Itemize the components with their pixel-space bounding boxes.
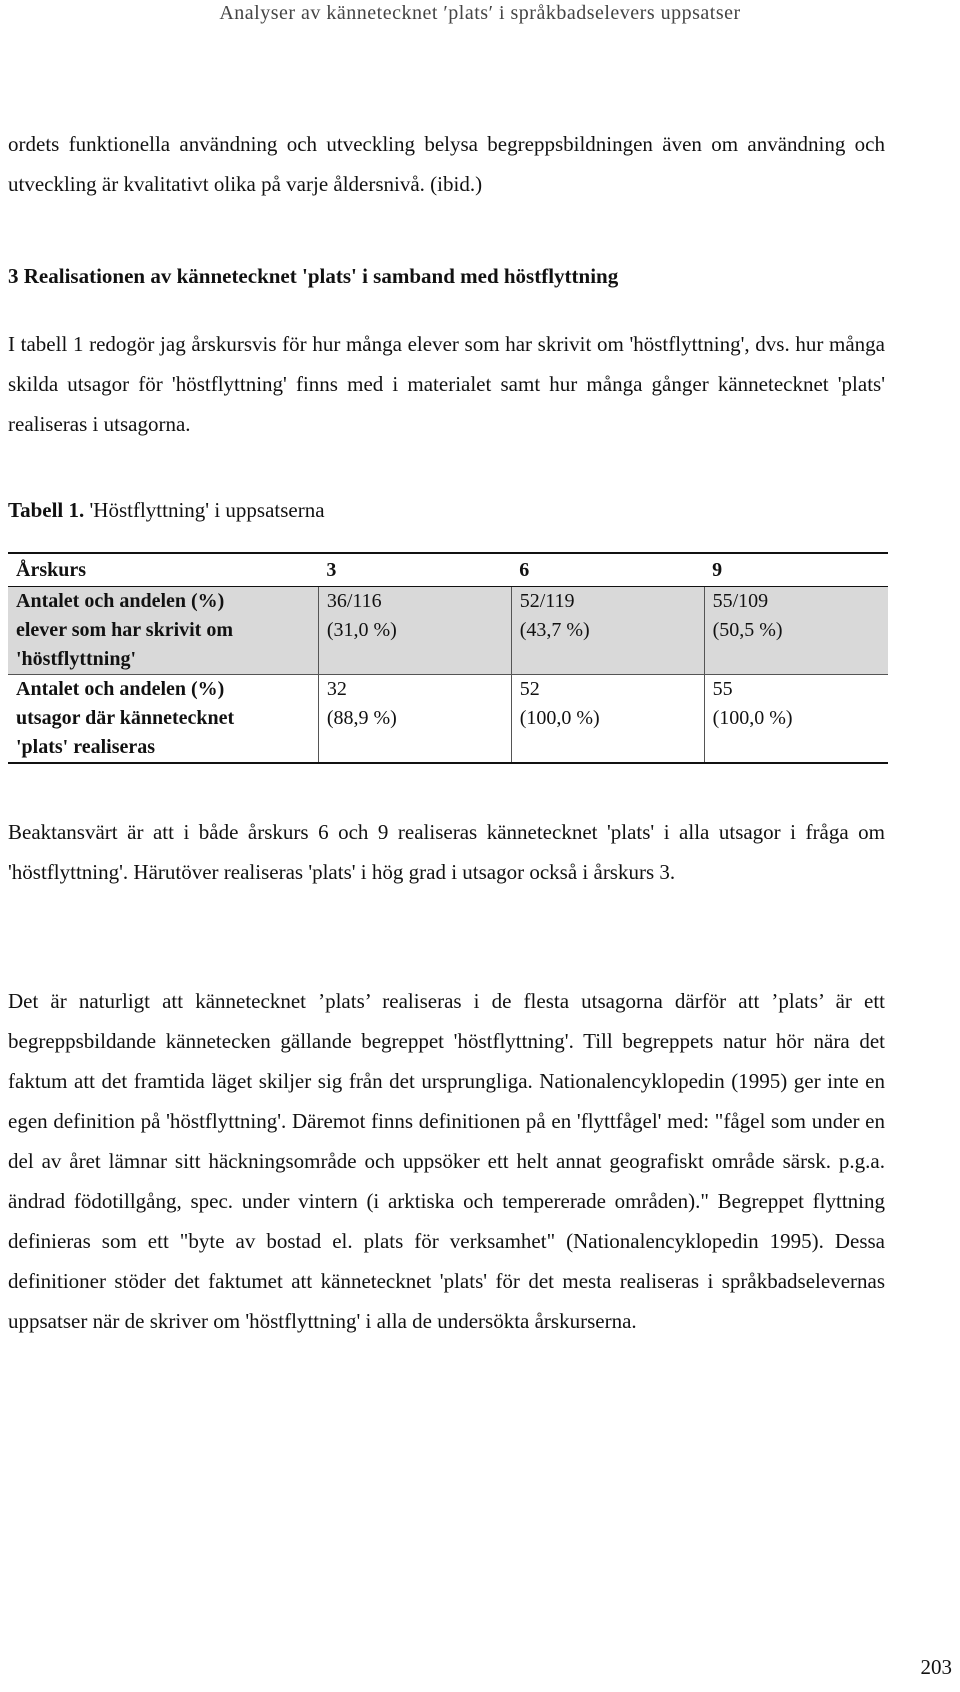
running-head: Analyser av kännetecknet ′plats′ i språkbadselevers uppsatser — [219, 2, 741, 24]
table-cell — [318, 675, 511, 764]
cell-percent: (43,7 %) — [519, 619, 590, 641]
data-table — [8, 552, 888, 764]
table-cell — [511, 587, 704, 675]
cell-percent: (31,0 %) — [326, 619, 397, 641]
table-row — [8, 587, 888, 675]
table-cell — [318, 587, 511, 675]
row-label-line: 'plats' realiseras — [16, 736, 156, 758]
header-cell-grade: Årskurs — [8, 553, 318, 587]
table-cell — [704, 675, 888, 764]
cell-percent: (100,0 %) — [519, 707, 600, 729]
cell-percent: (50,5 %) — [712, 619, 783, 641]
cell-count: 52/119 — [519, 590, 575, 612]
cell-count: 32 — [326, 678, 347, 700]
row-label — [8, 675, 318, 764]
table-cell — [511, 675, 704, 764]
cell-count: 36/116 — [326, 590, 382, 612]
table-row — [8, 675, 888, 764]
table-caption — [8, 490, 325, 530]
cell-count: 55 — [712, 678, 733, 700]
paragraph-noteworthy: Beaktansvärt är att i både årskurs 6 och 9 realiseras kännetecknet 'plats' i alla utsagor i fråga om 'höstflyttning'. Härutöver realiseras 'plats' i hög grad i utsagor också i årskurs 3. — [8, 820, 885, 884]
row-label-line: Antalet och andelen (%) — [16, 678, 225, 700]
row-label-line: Antalet och andelen (%) — [16, 590, 225, 612]
paragraph-natural: Det är naturligt att kännetecknet ’plats’ realiseras i de flesta utsagorna därför att ’plats’ är ett begreppsbildande kännetecken gällande begreppet 'höstflyttning'. Till begreppets natur hör nära det faktum att det framtida läget skiljer sig från det ursprungliga. Nationalencyklopedin (1995) ger inte en egen definition på 'höstflyttning'. Däremot finns definitionen på en 'flyttfågel' med: "fågel som under en del av året lämnar sitt häckningsområde och uppsöker ett helt annat geografiskt område särsk. p.g.a. ändrad födotillgång, spec. under vintern (i arktiska och tempererade områden)." Begreppet flyttning definieras som ett "byte av bostad el. plats för verksamhet" (Nationalencyklopedin 1995). Dessa definitioner stöder det faktumet att kännetecknet 'plats' för det mesta realiseras i språkbadselevernas uppsatser när de skriver om 'höstflyttning' i alla de undersökta årskurserna. — [8, 989, 885, 1333]
cell-count: 52 — [519, 678, 540, 700]
paragraph-table-intro: I tabell 1 redogör jag årskursvis för hur många elever som har skrivit om 'höstflyttning', dvs. hur många skilda utsagor för 'höstflyttning' finns med i materialet samt hur många gånger kännetecknet 'plats' realiseras i utsagorna. — [8, 332, 885, 436]
header-cell-9: 9 — [704, 553, 888, 587]
cell-percent: (88,9 %) — [326, 707, 397, 729]
row-label-line: elever som har skrivit om — [16, 619, 234, 641]
table-caption-text: 'Höstflyttning' i uppsatserna — [84, 498, 325, 522]
table-caption-label: Tabell 1. — [8, 498, 85, 522]
cell-count: 55/109 — [712, 590, 769, 612]
header-cell-6: 6 — [511, 553, 704, 587]
row-label-line: 'höstflyttning' — [16, 648, 137, 670]
paragraph-intro: ordets funktionella användning och utveckling belysa begreppsbildningen även om användning och utveckling är kvalitativt olika på varje åldersnivå. (ibid.) — [8, 132, 885, 196]
page-number: 203 — [920, 1655, 952, 1679]
table-header-row — [8, 553, 888, 587]
header-cell-3: 3 — [318, 553, 511, 587]
row-label-line: utsagor där kännetecknet — [16, 707, 235, 729]
table-cell — [704, 587, 888, 675]
cell-percent: (100,0 %) — [712, 707, 793, 729]
section-heading: 3 Realisationen av kännetecknet 'plats' i samband med höstflyttning — [8, 264, 619, 288]
row-label — [8, 587, 318, 675]
